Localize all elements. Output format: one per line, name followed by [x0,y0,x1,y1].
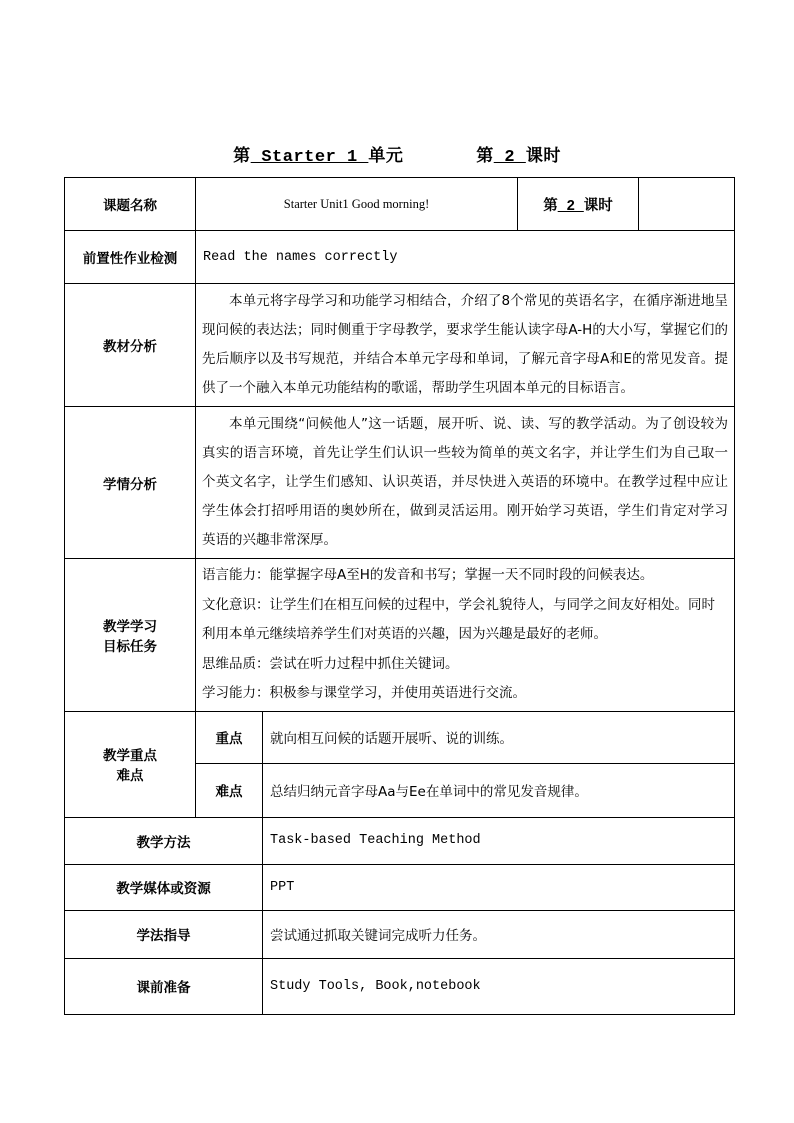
table-row [65,407,735,559]
goal-item: 思维品质：尝试在听力过程中抓住关键词。 [202,655,459,672]
table-row [65,864,735,910]
difficult-point-label: 难点 [196,763,263,817]
topic-lesson-number [518,178,639,231]
media-value: PPT [263,864,735,910]
table-row [65,178,735,231]
goals-label [65,559,196,712]
lesson-plan-table [64,177,735,1015]
topic-value: Starter Unit1 Good morning! [196,178,518,231]
key-point-label: 重点 [196,711,263,763]
unit-prefix: 第 [233,146,251,166]
lesson-value: 2 [493,148,526,167]
goal-item: 文化意识：让学生们在相互问候的过程中，学会礼貌待人，与同学之间友好相处。同时利用本单元继续培养学生们对英语的兴趣，因为兴趣是最好的老师。 [202,596,715,642]
learner-analysis-cell [196,407,735,559]
topic-lesson-prefix: 第 [543,197,558,214]
page-title [0,141,794,167]
goals-cell [196,559,735,712]
table-row [65,231,735,284]
method-label: 教学方法 [65,817,263,864]
lesson-prefix: 第 [476,146,494,166]
difficult-point-text: 总结归纳元音字母Aa与Ee在单词中的常见发音规律。 [263,763,735,817]
preparation-value: Study Tools, Book,notebook [263,958,735,1014]
goals-label-line2: 目标任务 [103,638,157,655]
topic-label: 课题名称 [65,178,196,231]
topic-lesson-value: 2 [557,198,584,215]
key-points-label [65,711,196,817]
pre-homework-label: 前置性作业检测 [65,231,196,284]
table-row [65,559,735,712]
goal-item: 语言能力：能掌握字母A至H的发音和书写；掌握一天不同时段的问候表达。 [202,567,654,583]
material-analysis-cell [196,284,735,407]
empty-cell [639,178,735,231]
study-guide-value: 尝试通过抓取关键词完成听力任务。 [263,910,735,958]
learner-analysis-text: 本单元围绕“问候他人”这一话题，展开听、说、读、写的教学活动。为了创设较为真实的语言环境，首先让学生们认识一些较为简单的英文名字，并让学生们为自己取一个英文名字，让学生们感知、认识英语，并尽快进入英语的环境中。在教学过程中应让学生体会打招呼用语的奥妙所在，做到灵活运用。刚开始学习英语，学生们肯定对学习英语的兴趣非常深厚。 [202,416,728,548]
key-point-text: 就向相互问候的话题开展听、说的训练。 [263,711,735,763]
topic-lesson-suffix: 课时 [583,197,613,214]
unit-value: Starter 1 [250,148,369,167]
material-analysis-text: 本单元将字母学习和功能学习相结合，介绍了8个常见的英语名字，在循序渐进地呈现问候的表达法；同时侧重于字母教学，要求学生能认读字母A-H的大小写，掌握它们的先后顺序以及书写规范，并结合本单元字母和单词，了解元音字母A和E的常见发音。提供了一个融入本单元功能结构的歌谣，帮助学生巩固本单元的目标语言。 [202,293,728,396]
table-row [65,711,735,763]
table-row [65,958,735,1014]
lesson-suffix: 课时 [525,146,561,166]
preparation-label: 课前准备 [65,958,263,1014]
material-analysis-label: 教材分析 [65,284,196,407]
pre-homework-value: Read the names correctly [196,231,735,284]
table-row [65,817,735,864]
unit-suffix: 单元 [368,146,404,166]
table-row [65,284,735,407]
goals-label-line1: 教学学习 [103,618,157,635]
table-row [65,910,735,958]
goal-item: 学习能力：积极参与课堂学习，并使用英语进行交流。 [202,685,526,701]
key-points-label-line1: 教学重点 [103,748,157,764]
method-value: Task-based Teaching Method [263,817,735,864]
study-guide-label: 学法指导 [65,910,263,958]
media-label: 教学媒体或资源 [65,864,263,910]
learner-analysis-label: 学情分析 [65,407,196,559]
key-points-label-line2: 难点 [116,768,144,784]
